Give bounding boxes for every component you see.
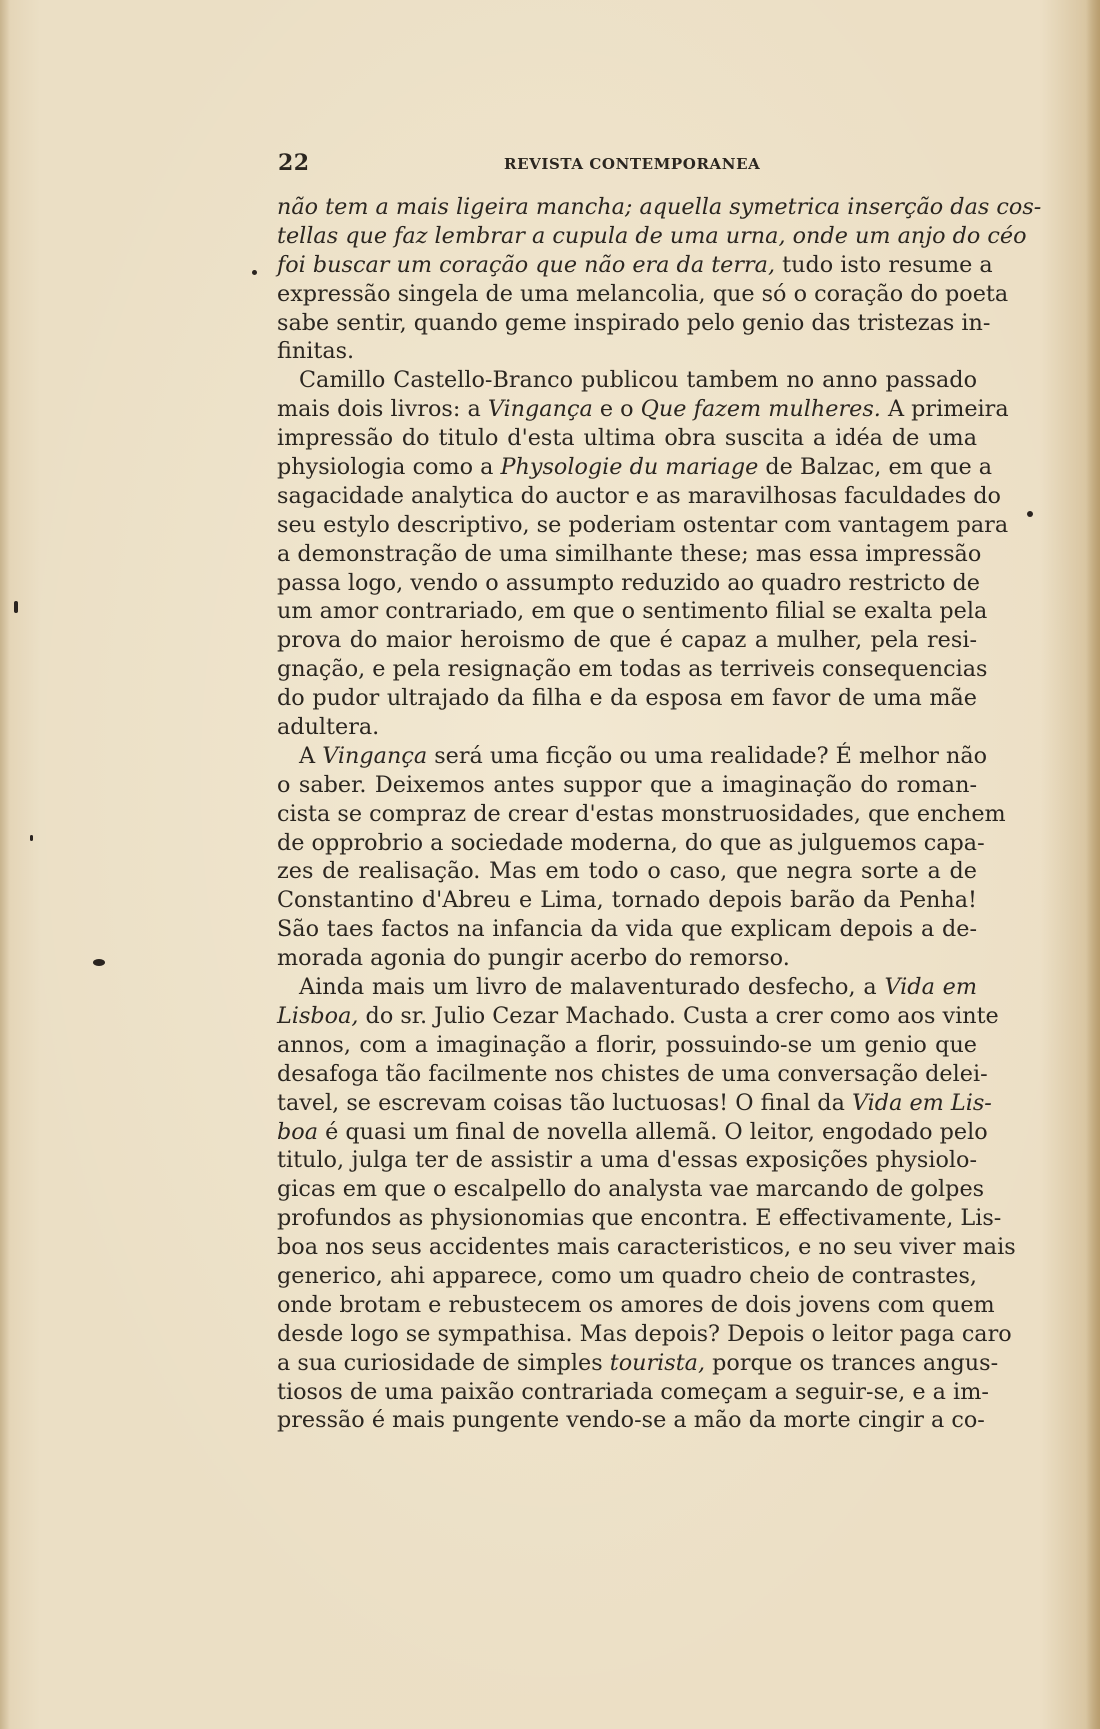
text-line: [277, 453, 993, 482]
text-segment: de opprobrio a sociedade moderna, do que as julguemos capa-: [277, 829, 985, 856]
page-header: [278, 150, 978, 180]
text-segment: adultera.: [277, 714, 380, 741]
text-segment: será uma ficção ou uma realidade? É melhor não: [427, 742, 988, 769]
text-segment: desafoga tão facilmente nos chistes de uma conversação delei-: [277, 1060, 988, 1087]
ink-speck: [30, 835, 33, 841]
text-line: [277, 1089, 992, 1118]
text-line: [277, 1204, 1002, 1233]
text-line: [277, 886, 977, 915]
text-segment: do sr. Julio Cezar Machado. Custa a crer como aos vinte: [358, 1002, 999, 1029]
text-line: [277, 1320, 1012, 1349]
text-segment: profundos as physionomias que encontra. E effectivamente, Lis-: [277, 1205, 1002, 1232]
page-gutter-shadow: [0, 0, 10, 1729]
text-segment: annos, com a imaginação a florir, possuindo-se um genio que: [277, 1031, 977, 1058]
text-line: [277, 597, 988, 626]
text-line: [277, 1262, 977, 1291]
text-line: [277, 1378, 989, 1407]
text-segment: gnação, e pela resignação em todas as terriveis consequencias: [277, 656, 988, 683]
text-line: [277, 626, 977, 655]
running-head: REVISTA CONTEMPORANEA: [504, 155, 761, 173]
text-segment: seu estylo descriptivo, se poderiam ostentar com vantagem para: [277, 511, 1009, 538]
text-segment: porque os trances angus-: [705, 1349, 999, 1376]
italic-text-segment: Que fazem mulheres.: [640, 396, 881, 423]
text-segment: impressão do titulo d'esta ultima obra suscita a idéa de uma: [277, 425, 977, 452]
text-segment: do pudor ultrajado da filha e da esposa em favor de uma mãe: [277, 685, 977, 712]
text-segment: a sua curiosidade de simples: [277, 1349, 610, 1376]
text-segment: finitas.: [277, 338, 355, 365]
italic-text-segment: Vida em: [884, 974, 977, 1001]
text-segment: sagacidade analytica do auctor e as maravilhosas faculdades do: [277, 482, 1001, 509]
text-segment: physiologia como a: [277, 454, 501, 481]
text-segment: é quasi um final de novella allemã. O leitor, engodado pelo: [318, 1118, 988, 1145]
text-segment: um amor contrariado, em que o sentimento filial se exalta pela: [277, 598, 988, 625]
text-segment: morada agonia do pungir acerbo do remorso.: [277, 945, 790, 972]
text-segment: zes de realisação. Mas em todo o caso, que negra sorte a de: [277, 858, 977, 885]
text-line: [277, 684, 977, 713]
text-line: [277, 569, 980, 598]
text-line: [277, 1118, 988, 1147]
body-text: [277, 193, 1042, 1435]
italic-text-segment: Lisboa,: [277, 1002, 359, 1029]
text-line: [277, 742, 988, 771]
text-line: [277, 1291, 995, 1320]
text-segment: Ainda mais um livro de malaventurado desfecho, a: [299, 974, 885, 1001]
text-segment: e o: [592, 396, 641, 423]
ink-speck: [14, 601, 18, 613]
text-line: [277, 482, 1001, 511]
text-segment: onde brotam e rebustecem os amores de dois jovens com quem: [277, 1291, 995, 1318]
text-segment: sabe sentir, quando geme inspirado pelo genio das tristezas in-: [277, 309, 991, 336]
page-number: 22: [278, 150, 310, 176]
text-segment: desde logo se sympathisa. Mas depois? Depois o leitor paga caro: [277, 1320, 1012, 1347]
text-segment: Camillo Castello-Branco publicou tambem no anno passado: [299, 367, 977, 394]
text-segment: A primeira: [880, 396, 1009, 423]
italic-text-segment: foi buscar um coração que não era da terra,: [277, 251, 776, 278]
ink-speck: [252, 270, 257, 275]
text-line: [277, 944, 977, 973]
text-segment: tavel, se escrevam coisas tão luctuosas! O final da: [277, 1089, 852, 1116]
text-line: [277, 511, 1009, 540]
italic-text-segment: tourista,: [609, 1349, 706, 1376]
text-line: [277, 771, 977, 800]
text-line: [277, 1233, 1016, 1262]
text-segment: o saber. Deixemos antes suppor que a imaginação do roman-: [277, 771, 977, 798]
italic-text-segment: Vida em Lis-: [851, 1089, 992, 1116]
text-segment: boa nos seus accidentes mais caracteristicos, e no seu viver mais: [277, 1234, 1016, 1261]
text-line: [277, 1002, 999, 1031]
text-line: [277, 1406, 985, 1435]
italic-text-segment: não tem a mais ligeira mancha; aquella symetrica inserção das cos-: [277, 194, 1042, 220]
text-segment: São taes factos na infancia da vida que explicam depois a de-: [277, 916, 977, 943]
text-segment: cista se compraz de crear d'estas monstruosidades, que enchem: [277, 800, 1006, 827]
text-line: [277, 395, 1009, 424]
text-segment: expressão singela de uma melancolia, que só o coração do poeta: [277, 280, 1009, 307]
text-line: [277, 973, 977, 1002]
text-line: [277, 366, 977, 395]
text-line: [277, 309, 991, 338]
text-segment: passa logo, vendo o assumpto reduzido ao quadro restricto de: [277, 569, 980, 596]
text-segment: tudo isto resume a: [775, 251, 993, 278]
text-line: [277, 222, 1027, 251]
text-segment: gicas em que o escalpello do analysta vae marcando de golpes: [277, 1176, 985, 1203]
text-line: [277, 915, 977, 944]
text-segment: mais dois livros: a: [277, 396, 488, 423]
text-segment: Constantino d'Abreu e Lima, tornado depois barão da Penha!: [277, 887, 977, 914]
text-line: [277, 713, 977, 742]
text-segment: generico, ahi apparece, como um quadro cheio de contrastes,: [277, 1262, 977, 1289]
italic-text-segment: Vingança: [487, 396, 593, 423]
text-line: [277, 1175, 985, 1204]
italic-text-segment: Vingança: [322, 742, 428, 769]
text-segment: prova do maior heroismo de que é capaz a mulher, pela resi-: [277, 627, 977, 654]
text-line: [277, 424, 977, 453]
text-line: [277, 1031, 977, 1060]
text-line: [277, 251, 993, 280]
text-line: [277, 857, 977, 886]
text-segment: de Balzac, em que a: [758, 454, 993, 481]
text-line: [277, 193, 1042, 222]
text-segment: pressão é mais pungente vendo-se a mão da morte cingir a co-: [277, 1407, 985, 1434]
text-line: [277, 1349, 999, 1378]
text-segment: a demonstração de uma similhante these; mas essa impressão: [277, 540, 982, 567]
text-line: [277, 280, 1009, 309]
text-segment: A: [299, 742, 323, 769]
ink-speck: [93, 959, 105, 966]
text-line: [277, 540, 982, 569]
italic-text-segment: tellas que faz lembrar a cupula de uma urna, onde um anjo do céo: [277, 222, 1027, 249]
text-segment: titulo, julga ter de assistir a uma d'essas exposições physiolo-: [277, 1147, 977, 1174]
text-line: [277, 829, 985, 858]
page-edge-shadow: [1086, 0, 1100, 1729]
text-line: [277, 655, 988, 684]
text-line: [277, 1146, 977, 1175]
text-segment: tiosos de uma paixão contrariada começam a seguir-se, e a im-: [277, 1378, 989, 1405]
ink-speck: [1027, 511, 1033, 517]
text-line: [277, 1060, 988, 1089]
italic-text-segment: Physologie du mariage: [500, 454, 759, 481]
text-line: [277, 800, 1006, 829]
italic-text-segment: boa: [277, 1118, 318, 1145]
text-line: [277, 337, 977, 366]
